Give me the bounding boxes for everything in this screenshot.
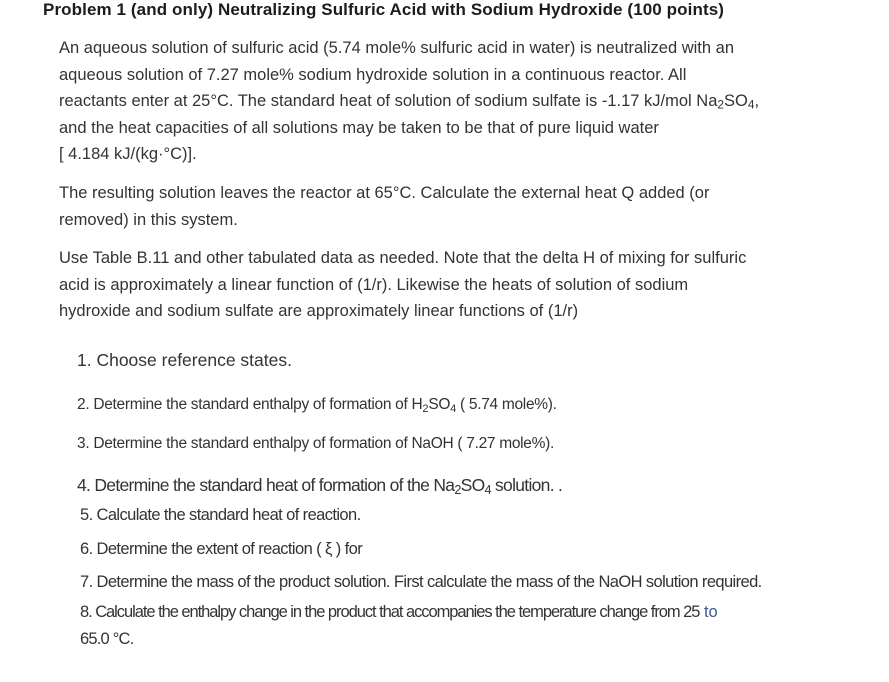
statement-line: acid is approximately a linear function of (1/r). Likewise the heats of solution of sodium bbox=[59, 275, 689, 294]
statement-line: aqueous solution of 7.27 mole% sodium hydroxide solution in a continuous reactor. All bbox=[59, 65, 687, 84]
text-run: SO bbox=[428, 396, 451, 413]
text-run: ( 5.74 mole%). bbox=[456, 396, 557, 413]
text-run: reactants enter at 25°C. The standard heat of solution of sodium sulfate is -1.17 kJ/mol Na bbox=[59, 92, 718, 111]
step-2 bbox=[77, 396, 557, 414]
statement-line: Use Table B.11 and other tabulated data as needed. Note that the delta H of mixing for sulfuric bbox=[59, 249, 747, 267]
text-run: , bbox=[754, 92, 760, 111]
step-7: 7. Determine the mass of the product solution. First calculate the mass of the NaOH solution required. bbox=[80, 573, 762, 591]
statement-line: [ 4.184 kJ/(kg·°C)]. bbox=[59, 145, 197, 164]
subscript: 2 bbox=[422, 402, 429, 415]
outlet-condition-paragraph bbox=[59, 180, 859, 233]
subscript: 2 bbox=[717, 97, 725, 112]
step-6: 6. Determine the extent of reaction ( ξ ) for bbox=[80, 540, 363, 558]
statement-line: removed) in this system. bbox=[59, 210, 238, 229]
text-run: to bbox=[699, 603, 718, 621]
subscript: 4 bbox=[484, 483, 491, 498]
subscript: 2 bbox=[454, 483, 461, 498]
statement-line bbox=[59, 88, 859, 115]
step-1: 1. Choose reference states. bbox=[77, 350, 292, 370]
text-run: 4. Determine the standard heat of formation of the Na bbox=[77, 475, 455, 495]
data-note-paragraph bbox=[59, 245, 859, 325]
text-run: SO bbox=[724, 92, 748, 111]
problem-statement-paragraph bbox=[59, 35, 859, 168]
step-8 bbox=[80, 603, 718, 622]
step-3: 3. Determine the standard enthalpy of formation of NaOH ( 7.27 mole%). bbox=[77, 435, 554, 452]
subscript: 4 bbox=[747, 97, 755, 112]
step-5: 5. Calculate the standard heat of reaction. bbox=[80, 506, 361, 524]
subscript: 4 bbox=[450, 402, 457, 415]
text-run: 8. Calculate the enthalpy change in the product that accompanies the temperature change from 25 bbox=[80, 603, 700, 621]
text-run: 2. Determine the standard enthalpy of formation of H bbox=[77, 396, 423, 413]
statement-line: and the heat capacities of all solutions may be taken to be that of pure liquid water bbox=[59, 118, 659, 137]
text-run: solution. . bbox=[490, 475, 563, 495]
step-8-continued: 65.0 °C. bbox=[80, 630, 134, 648]
statement-line: The resulting solution leaves the reactor at 65°C. Calculate the external heat Q added (or bbox=[59, 184, 710, 202]
step-4 bbox=[77, 475, 562, 496]
problem-title: Problem 1 (and only) Neutralizing Sulfuric Acid with Sodium Hydroxide (100 points) bbox=[43, 0, 725, 19]
statement-line: An aqueous solution of sulfuric acid (5.74 mole% sulfuric acid in water) is neutralized with an bbox=[59, 39, 735, 57]
statement-line: hydroxide and sodium sulfate are approximately linear functions of (1/r) bbox=[59, 302, 579, 321]
text-run: SO bbox=[460, 475, 485, 495]
